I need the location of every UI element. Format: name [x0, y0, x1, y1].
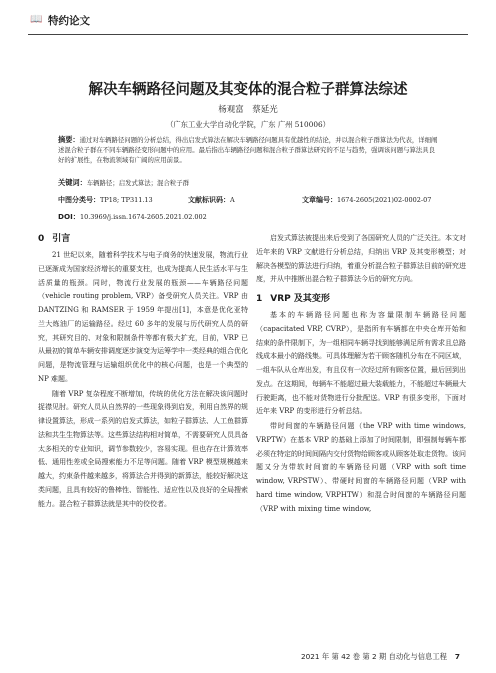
section-number: 0 — [38, 234, 45, 244]
keywords-label: 关键词： — [58, 178, 87, 187]
clc-field — [58, 195, 153, 205]
page-number: 7 — [454, 652, 460, 661]
doc-code-field — [188, 195, 235, 205]
journal-header — [28, 10, 468, 35]
article-number-field — [302, 195, 431, 205]
paper-title: 解决车辆路径问题及其变体的混合粒子群算法综述 — [88, 82, 408, 98]
abstract — [58, 135, 440, 166]
doi — [58, 212, 207, 222]
article-number-value: 1674-2605(2021)02-0002-07 — [337, 196, 432, 204]
paragraph: 21 世纪以来，随着科学技术与电子商务的快速发展，物流行业已逐渐成为国家经济增长的重要支柱，也成为提高人民生活水平与生活质量的瓶颈。同时，物流行业发展的瓶颈——车辆路径问题（vehicle routing problem, VRP）备受研究人员关注。VRP 由 DANTZING 和 RAMSER 于 1959 年提出[1]，本意是优化亚特兰大炼油厂的运输路径。经过 60 多年的发展与历代研究人员的研究，其研究目的、对象和限制条件等都有极大扩充，目前，VRP 已从最初的简单车辆安排调度逐步演变为运筹学中一类经典的组合优化问题，是物流管理与运输组织优化中的核心问题，也是一个典型的 NP 难题。 — [38, 251, 248, 383]
abstract-label: 摘要： — [58, 135, 80, 144]
book-icon: 📖 — [30, 14, 43, 25]
clc-label: 中图分类号： — [58, 196, 100, 204]
authors: 杨观富 蔡延光 — [218, 105, 278, 115]
doi-value: 10.3969/j.issn.1674-2605.2021.02.002 — [79, 213, 207, 221]
section-title: VRP 及其变形 — [270, 294, 330, 304]
page-footer — [228, 652, 460, 662]
affiliation: （广东工业大学自动化学院，广东 广州 510006） — [166, 120, 330, 129]
section-heading-vrp — [256, 292, 466, 306]
section-number: 1 — [256, 294, 263, 304]
right-column — [256, 232, 466, 516]
abstract-text: 通过对车辆路径问题的分析总结，得出启发式算法在解决车辆路径问题具有优越性的结论，并以混合粒子群算法为代表，详细阐述混合粒子群在不同车辆路径变形问题中的应用。最后指出车辆路径问题和混合粒子群算法研究的不足与趋势，强调该问题与算法具良好的扩展性，在物流领域有广阔的应用前景。 — [58, 136, 438, 165]
clc-value: TP18; TP311.13 — [100, 196, 153, 204]
article-number-label: 文章编号： — [302, 196, 337, 204]
classification-row — [58, 195, 448, 207]
section-title: 引言 — [52, 234, 71, 244]
paragraph: 随着 VRP 复杂程度不断增加，传统的优化方法在解决该问题时捉襟见肘。研究人员从自然界的一些现象得到启发，利用自然界的规律设置算法，形成一系列的启发式算法，如粒子群算法、人工鱼群算法和共生生物算法等。这些算法结构相对简单，不需要研究人员具备太多相关的专业知识，调节参数较少，容易实现。但也存在计算效率低、通用性差或全局搜索能力不足等问题。随着 VRP 模型规模越来越大，约束条件越来越多，将算法合并得到的新算法，能较好解决这类问题，且具有较好的鲁棒性、智能性、适应性以及良好的全局搜索能力。混合粒子群算法就是其中的佼佼者。 — [38, 389, 248, 508]
paragraph: 带时间窗的车辆路径问题（the VRP with time windows, VRPTW）在基本 VRP 的基础上添加了时间限制，即强制每辆车都必须在特定的时间间隔内交付货物给顾客或从顾客处取走货物。该问题又分为带软时间窗的车辆路径问题（VRP with soft time window, VRPSTW）、带硬时间窗的车辆路径问题（VRP with hard time window, VRPHTW）和混合时间窗的车辆路径问题（VRP with mixing time window, — [256, 422, 466, 513]
column-label: 特约论文 — [48, 15, 90, 27]
section-heading-intro — [38, 232, 248, 246]
keywords — [58, 178, 189, 188]
paragraph: 启发式算法被提出来后受到了各国研究人员的广泛关注。本文对近年来的 VRP 文献进行分析总结，归纳出 VRP 及其变形模型；对解决各模型的算法进行归纳，着重分析混合粒子群算法目前的研究进度，并从中推断出混合粒子群算法今后的研究方向。 — [256, 234, 466, 284]
doi-label: DOI： — [58, 212, 80, 221]
journal-issue: 2021 年 第 42 卷 第 2 期 自动化与信息工程 — [301, 652, 447, 661]
doc-code-value: A — [230, 196, 235, 204]
left-column — [38, 232, 248, 511]
doc-code-label: 文献标识码： — [188, 196, 230, 204]
paragraph: 基本的车辆路径问题也称为容量限制车辆路径问题（capacitated VRP, CVRP），是指所有车辆都在中央仓库开始和结束的条件限制下，为一组相同车辆寻找到能够满足所有需求且总路线成本最小的路线集。可具体理解为若干顾客随机分布在不同区域，一组车队从仓库出发，有且仅有一次经过所有顾客位置，最后回到出发点。在这期间，每辆车不能超过最大装载能力，不能超过车辆最大行驶距离，也不能对货物进行分批配送。VRP 有很多变形，下面对近年来 VRP 的变形进行分析总结。 — [256, 311, 466, 416]
keywords-text: 车辆路径；启发式算法；混合粒子群 — [86, 179, 190, 187]
